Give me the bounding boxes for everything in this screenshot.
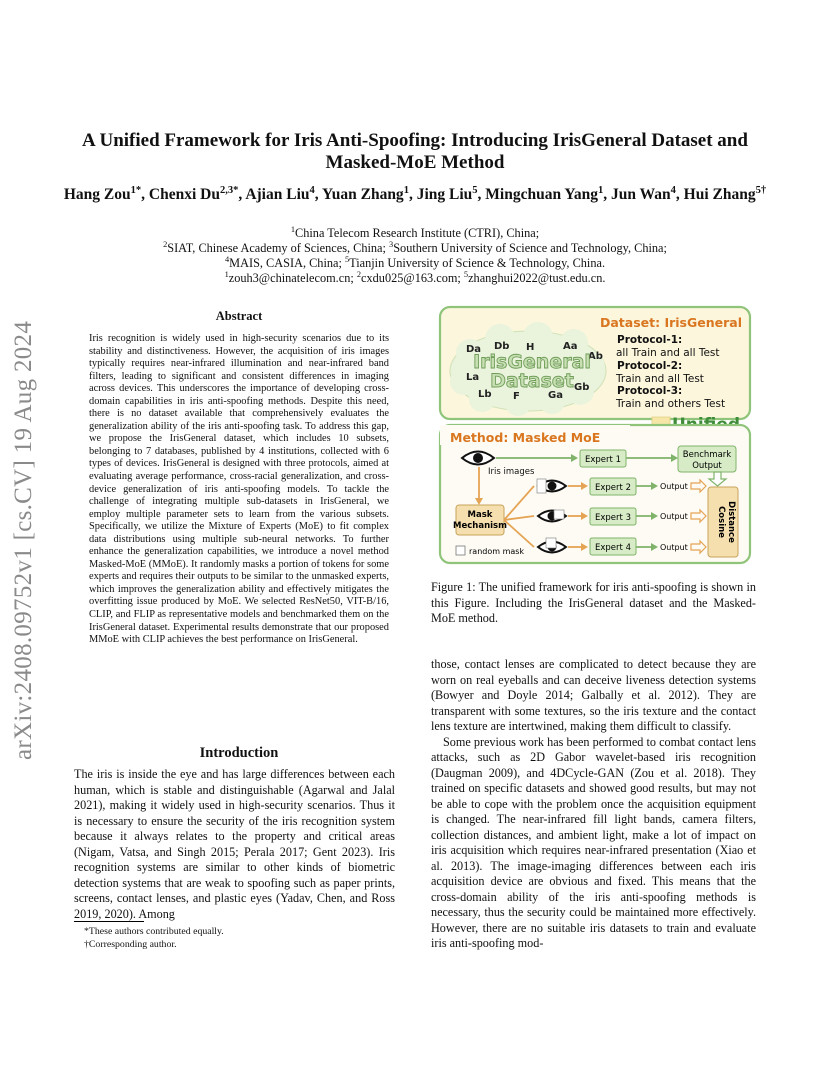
paper-title: A Unified Framework for Iris Anti-Spoofing: Introducing IrisGeneral Dataset and Masked-MoE Method [82,130,748,173]
mask-mechanism-line1: Mask [467,510,493,520]
intro-right-paragraph-2: Some previous work has been performed to combat contact lens attacks, such as 2D Gabor wavelet-based iris recognition (Daugman 2009), and 4DCycle-GAN (Zou et al. 2018). They trained on specific datasets and showed good results, but may not be able to cope with the problem once the acquisition equipment is changed. The near-infrared fill light bands, camera filters, collection distances, and ambient light, make a lot of impact on iris acquisition which requires near-infrared presentation (Xiao et al. 2013). The image-imaging differences between each iris acquisition device are obvious and fixed. This means that the cross-domain ability of the iris anti-spoofing methods is necessary, thus the security could be maintained more effectively. However, there are no suitable iris datasets to train and evaluate iris anti-spoofing mod- [431,734,756,950]
output-label-3: Output [660,512,688,521]
mask-mechanism-line2: Mechanism [453,521,507,531]
affiliation-marker: 3 [389,239,394,249]
iris-images-label: Iris images [488,467,535,477]
subset-tag-lb: Lb [478,389,492,400]
author-name: Mingchuan Yang$^1$ [485,184,604,203]
random-mask-legend-box [456,546,465,555]
subset-tag-f: F [513,391,520,402]
author-affiliation-marker: 1 [598,184,604,196]
affiliation-line-2: $^2$SIAT, Chinese Academy of Sciences, China; $^3$Southern University of Science and Technology, China; [163,239,667,255]
abstract-body: Iris recognition is widely used in high-security scenarios due to its stability and distinctiveness. However, the acquisition of iris images typically requires near-infrared illumination and near-infrared band filters, leading to significant and consistent differences in imaging across devices. This underscores the importance of developing cross-domain capabilities in iris anti-spoofing methods. Despite this need, there is no dataset available that comprehensively evaluates the generalization ability of the iris anti-spoofing task. To address this gap, we propose the IrisGeneral dataset, which includes 10 subsets, belonging to 7 databases, published by 4 institutions, collected with 6 types of devices. IrisGeneral is designed with three protocols, aimed at evaluating average performance, cross-racial generalization, and cross-device generalization of iris anti-spoofing models. To tackle the challenge of integrating multiple sub-datasets in IrisGeneral, we employ multiple parameter sets to learn from the various subsets. Specifically, we utilize the Mixture of Experts (MoE) to fit complex data distributions using multiple sub-neural networks. To further enhance the generalization capabilities, we introduce a novel method Masked-MoE (MMoE). It randomly masks a portion of tokens for some experts and requires their outputs to be similar to the unmasked experts, which improves the generalization ability and effectively mitigates the overfitting issue produced by MoE. We selected ResNet50, VIT-B/16, CLIP, and FLIP as representative models and benchmarked them on the IrisGeneral dataset. Experimental results demonstrate that our proposed MMoE with CLIP achieves the best performance on IrisGeneral. [89,333,389,646]
intro-left-paragraph: The iris is inside the eye and has large differences between each human, which is stable and distinguishable (Agarwal and Jalal 2021), making it widely used in high-security scenarios. Thus it is necessary to ensure the security of the iris recognition system because it always relates to the property and critical areas (Nigam, Vatsa, and Singh 2015; Perala 2017; Gent 2023). Iris recognition systems are similar to other kinds of biometric detection systems that are weak to spoofing such as paper prints, screens, contact lenses, and plastic eyes (Yadav, Chen, and Ross 2019, 2020). Among [74,767,395,921]
affiliation-marker: 2 [356,269,362,279]
author-name: Hang Zou$^{1*}$ [63,184,142,203]
benchmark-line2: Output [692,461,722,471]
protocol-1-desc: all Train and all Test [616,347,720,359]
author-name: Jing Liu$^5$ [416,184,478,203]
abstract-heading: Abstract [215,309,263,323]
output-label-4: Output [660,543,688,552]
footnotes [84,925,384,951]
affiliation-marker: 1 [224,269,229,279]
affiliation-marker: 4 [224,254,230,264]
protocol-3-desc: Train and others Test [616,398,726,410]
author-name: Yuan Zhang$^1$ [321,184,409,203]
subset-tag-ab: Ab [588,351,603,362]
expert-4-label: Expert 4 [595,543,631,553]
intro-right-paragraph-1: those, contact lenses are complicated to detect because they are worn on real eyeballs and can deceive liveness detection systems (Bowyer and Doyle 2014; Galbally et al. 2012). They are transparent with some textures, so the iris texture and the contact lens texture are intertwined, making them difficult to classify. [431,657,756,733]
author-affiliation-marker: 5 [472,184,478,196]
footnote-rule [74,921,144,922]
affiliation-marker: 1 [290,224,296,234]
author-affiliation-marker: 1 [403,184,409,196]
figure-1-caption: Figure 1: The unified framework for iris anti-spoofing is shown in this Figure. Including the IrisGeneral dataset and the Masked-MoE method. [431,580,756,625]
author-name: Jun Wan$^4$ [611,184,676,203]
author-affiliation-marker: 4 [309,184,315,196]
author-affiliation-marker: 2,3* [219,184,239,196]
logo-dataset: Dataset [490,370,574,392]
email-line: $^1$zouh3@chinatelecom.cn; $^2$cxdu025@163.com; $^5$zhanghui2022@tust.edu.cn. [224,269,606,285]
subset-tag-aa: Aa [563,341,578,352]
subset-tag-da: Da [466,344,482,355]
method-title: Method: Masked MoE [450,430,601,445]
affiliation-line-1: $^1$China Telecom Research Institute (CTRI), China; [290,224,540,240]
subset-tag-ga: Ga [548,390,563,401]
arxiv-stamp: arXiv:2408.09752v1 [cs.CV] 19 Aug 2024 [10,320,37,760]
affiliations [60,226,770,286]
author-name: Hui Zhang$^{5\dagger}$ [683,184,767,203]
expert-1-label: Expert 1 [585,455,621,465]
expert-2-label: Expert 2 [595,483,631,493]
random-mask-label: random mask [469,547,525,556]
author-list: Hang Zou$^{1*}$, Chenxi $Du^{2,3*}$, Ajian Liu$^4$, Yuan Zhang$^1$, Jing Liu$^5$, Mingchuan Yang$^1$, Jun Wan$^4$, Hui Zhang$^{5\dagger}$ [63,184,767,203]
author-affiliation-marker: 1* [130,184,142,196]
author-affiliation-marker: 5† [755,184,767,196]
cosine-line2: Distance [726,501,736,543]
introduction-heading: Introduction [199,745,279,761]
output-label-2: Output [660,482,688,491]
protocol-2-name: Protocol-2: [617,360,683,372]
benchmark-line1: Benchmark [682,450,732,460]
protocol-3-name: Protocol-3: [617,385,683,397]
cosine-line1: Cosine [716,506,726,538]
subset-tag-la: La [466,372,480,383]
subset-tag-db: Db [494,341,510,352]
subset-tag-gb: Gb [574,382,590,393]
subset-tag-h: H [526,342,535,353]
affiliation-marker: 5 [463,269,469,279]
author-name: Chenxi $Du^{2,3*}$ [148,184,239,203]
affiliation-line-3: $^4$MAIS, CASIA, China; $^5$Tianjin University of Science & Technology, China. [224,254,606,270]
dataset-title: Dataset: IrisGeneral [599,315,742,330]
affiliation-marker: 2 [163,239,168,249]
intro-right-column [431,657,756,952]
protocol-1-name: Protocol-1: [617,334,683,346]
logo-irisgeneral: IrisGeneral [473,351,591,373]
footnote-equal-contribution: *These authors contributed equally. [84,926,224,937]
expert-3-label: Expert 3 [595,513,631,523]
figure-1-framework-diagram [438,305,754,565]
author-name: Ajian Liu$^4$ [245,184,315,203]
protocol-2-desc: Train and all Test [616,373,704,385]
author-affiliation-marker: 4 [670,184,676,196]
affiliation-marker: 5 [344,254,350,264]
footnote-corresponding: †Corresponding author. [84,939,177,950]
